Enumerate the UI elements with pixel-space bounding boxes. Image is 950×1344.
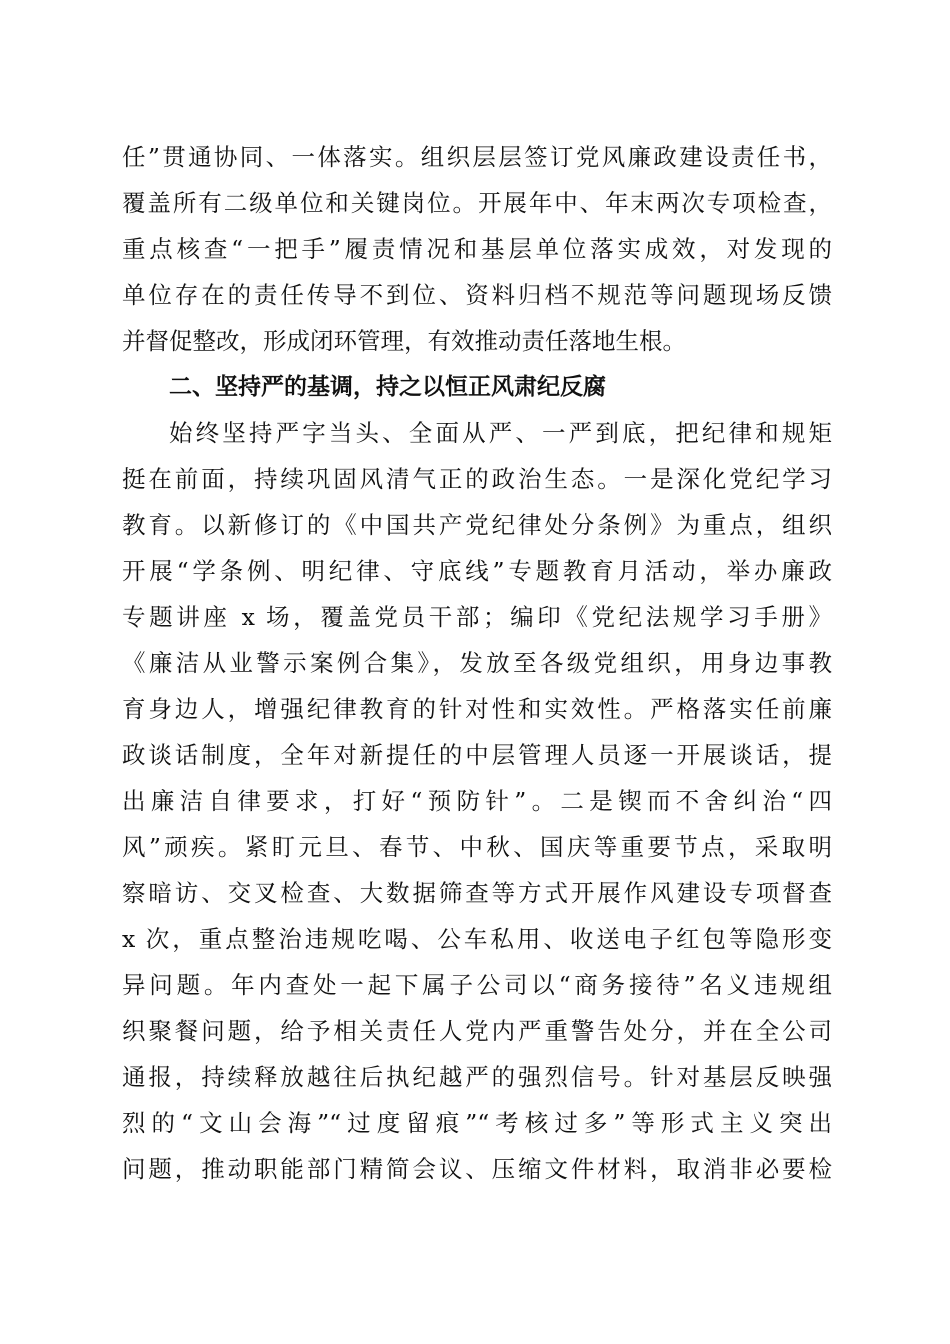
paragraph-1-line-4: 单位存在的责任传导不到位、资料归档不规范等问题现场反馈: [122, 281, 832, 309]
paragraph-2-line-17: 问题，推动职能部门精简会议、压缩文件材料，取消非必要检: [122, 1155, 832, 1183]
paragraph-2-line-1: 始终坚持严字当头、全面从严、一严到底，把纪律和规矩: [169, 419, 832, 447]
paragraph-2-line-13: 异问题。年内查处一起下属子公司以“商务接待”名义违规组: [122, 971, 832, 999]
paragraph-2-line-6: 《廉洁从业警示案例合集》，发放至各级党组织，用身边事教: [122, 649, 832, 677]
paragraph-2-line-2: 挺在前面，持续巩固风清气正的政治生态。一是深化党纪学习: [122, 465, 832, 493]
paragraph-1-line-3: 重点核查“一把手”履责情况和基层单位落实成效，对发现的: [122, 235, 832, 263]
paragraph-2-line-10: 风”顽疾。紧盯元旦、春节、中秋、国庆等重要节点，采取明: [122, 833, 832, 861]
paragraph-1-line-5: 并督促整改，形成闭环管理，有效推动责任落地生根。: [122, 327, 686, 355]
paragraph-2-line-11: 察暗访、交叉检查、大数据筛查等方式开展作风建设专项督查: [122, 879, 832, 907]
paragraph-2-line-9: 出廉洁自律要求，打好“预防针”。二是锲而不舍纠治“四: [122, 787, 832, 815]
paragraph-2-line-16: 烈的“文山会海”“过度留痕”“考核过多”等形式主义突出: [122, 1109, 832, 1137]
paragraph-2-line-7: 育身边人，增强纪律教育的针对性和实效性。严格落实任前廉: [122, 695, 832, 723]
paragraph-2-line-8: 政谈话制度，全年对新提任的中层管理人员逐一开展谈话，提: [122, 741, 832, 769]
paragraph-2-line-5: 专题讲座 x 场，覆盖党员干部；编印《党纪法规学习手册》: [122, 603, 832, 631]
paragraph-2-line-15: 通报，持续释放越往后执纪越严的强烈信号。针对基层反映强: [122, 1063, 832, 1091]
paragraph-2-line-4: 开展“学条例、明纪律、守底线”专题教育月活动，举办廉政: [122, 557, 832, 585]
paragraph-2-line-14: 织聚餐问题，给予相关责任人党内严重警告处分，并在全公司: [122, 1017, 832, 1045]
paragraph-1-line-1: 任”贯通协同、一体落实。组织层层签订党风廉政建设责任书，: [122, 143, 832, 171]
paragraph-2-line-3: 教育。以新修订的《中国共产党纪律处分条例》为重点，组织: [122, 511, 832, 539]
paragraph-2-line-12: x 次，重点整治违规吃喝、公车私用、收送电子红包等隐形变: [122, 925, 832, 953]
paragraph-1-line-2: 覆盖所有二级单位和关键岗位。开展年中、年末两次专项检查，: [122, 189, 832, 217]
section-heading-2: 二、坚持严的基调，持之以恒正风肃纪反腐: [169, 374, 606, 400]
